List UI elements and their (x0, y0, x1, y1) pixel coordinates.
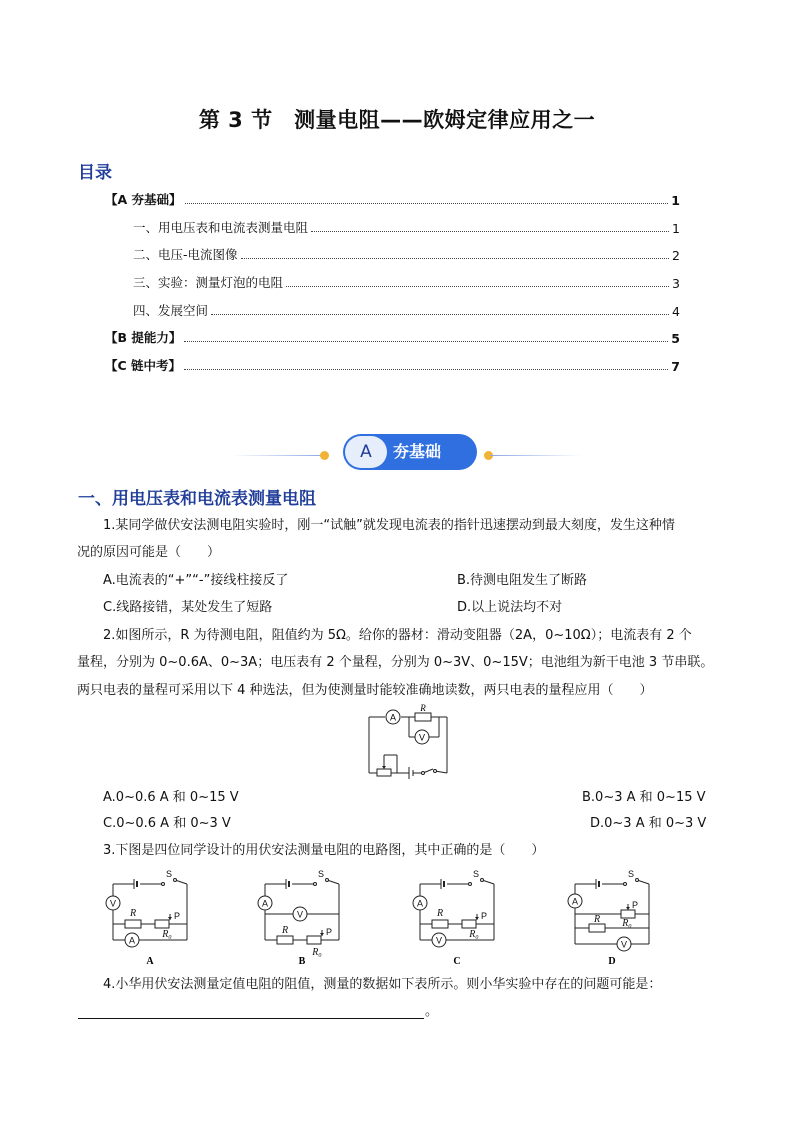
switch-label: S (165, 869, 173, 879)
q1-option-d[interactable]: D.以上说法均不对 (457, 600, 563, 615)
q1-option-a[interactable]: A.电流表的“+”“-”接线柱接反了 (103, 573, 289, 588)
slider-label: P (325, 927, 333, 937)
toc-page: 5 (671, 331, 680, 346)
toc-label: 【A 夯基础】 (105, 192, 182, 207)
rheostat-symbol (307, 936, 321, 944)
caption-c: C (453, 956, 461, 967)
toc-page: 4 (672, 304, 680, 319)
ammeter-label: A (416, 898, 424, 909)
toc-leader (286, 286, 669, 287)
voltmeter-label: V (296, 909, 304, 920)
resistor-r-symbol (415, 713, 431, 721)
q3-circuit-d[interactable] (565, 868, 660, 968)
rheostat-label: R₀ (469, 929, 479, 940)
q1-text-line2: 况的原因可能是（ ） (77, 545, 221, 560)
switch-label: S (627, 869, 635, 879)
toc-row-1[interactable] (133, 218, 680, 236)
q2-option-c[interactable]: C.0~0.6 A 和 0~3 V (103, 816, 231, 831)
toc-leader (184, 341, 668, 342)
toc-leader (184, 369, 668, 370)
toc-leader (211, 314, 669, 315)
resistor-r-symbol (277, 936, 293, 944)
toc-label: 四、发展空间 (133, 303, 209, 318)
toc-page: 7 (671, 359, 680, 374)
toc-row-a[interactable] (105, 190, 680, 208)
banner-right-line (490, 455, 582, 456)
toc-row-b[interactable] (105, 328, 680, 346)
voltmeter-label: V (435, 935, 443, 946)
q3-circuit-b[interactable] (255, 868, 350, 968)
banner-left-dot (320, 451, 329, 460)
caption-d: D (608, 956, 616, 967)
slider-label: P (173, 911, 181, 921)
resistor-r-symbol (589, 924, 605, 932)
toc-page: 1 (672, 221, 680, 236)
rheostat-label: R₀ (312, 947, 322, 958)
slider-label: P (631, 900, 639, 910)
resistor-r-symbol (125, 920, 141, 928)
ammeter-label: A (571, 896, 579, 907)
section-banner (343, 434, 477, 470)
q4-end-mark: 。 (425, 1004, 439, 1019)
rheostat-symbol (377, 769, 391, 776)
toc-page: 2 (672, 248, 680, 263)
toc-label: 一、用电压表和电流表测量电阻 (133, 220, 309, 235)
q1-option-b[interactable]: B.待测电阻发生了断路 (457, 573, 588, 588)
resistor-label: R (129, 908, 137, 919)
rheostat-label: R₀ (162, 929, 172, 940)
toc-row-2[interactable] (133, 245, 680, 263)
q3-circuit-c[interactable] (410, 868, 505, 968)
toc-page: 3 (672, 276, 680, 291)
resistor-label: R (281, 925, 289, 936)
banner-text: 夯基础 (393, 442, 442, 461)
toc-page: 1 (671, 193, 680, 208)
toc-label: 【B 提能力】 (105, 330, 182, 345)
toc-row-c[interactable] (105, 356, 680, 374)
q2-option-d[interactable]: D.0~3 A 和 0~3 V (590, 816, 707, 831)
switch-label: S (472, 869, 480, 879)
q1-text-line1: 1.某同学做伏安法测电阻实验时，刚一“试触”就发现电流表的指针迅速摆动到最大刻度，发生这种情 (103, 518, 675, 533)
toc-label: 【C 链中考】 (105, 358, 182, 373)
q1-option-c[interactable]: C.线路接错，某处发生了短路 (103, 600, 273, 615)
q2-option-a[interactable]: A.0~0.6 A 和 0~15 V (103, 790, 239, 805)
toc-label: 二、电压-电流图像 (133, 247, 238, 262)
rheostat-symbol (462, 920, 476, 928)
resistor-label: R (593, 914, 601, 925)
toc-label: 三、实验：测量灯泡的电阻 (133, 275, 284, 290)
toc-heading: 目录 (78, 163, 112, 183)
q2-option-b[interactable]: B.0~3 A 和 0~15 V (582, 790, 706, 805)
rheostat-symbol (155, 920, 169, 928)
slider-label: P (480, 911, 488, 921)
caption-b: B (298, 956, 306, 967)
switch-contact (434, 770, 437, 773)
banner-letter: A (345, 436, 387, 468)
q4-answer-blank[interactable] (78, 1018, 424, 1019)
ammeter-label: A (261, 898, 269, 909)
resistor-label: R (436, 908, 444, 919)
section-heading: 一、用电压表和电流表测量电阻 (78, 489, 316, 509)
toc-leader (185, 203, 669, 204)
resistor-r-symbol (432, 920, 448, 928)
rheostat-label: R₀ (622, 918, 632, 929)
q3-text-line1: 3.下图是四位同学设计的用伏安法测量电阻的电路图，其中正确的是（ ） (103, 843, 545, 858)
ammeter-label: A (128, 935, 136, 946)
switch-contact (422, 772, 425, 775)
toc-leader (311, 231, 669, 232)
switch-label: S (317, 869, 325, 879)
q2-circuit-diagram (363, 703, 453, 779)
q4-text-line1: 4.小华用伏安法测量定值电阻的阻值，测量的数据如下表所示。则小华实验中存在的问题可能是： (103, 977, 662, 992)
voltmeter-label: V (109, 898, 117, 909)
ammeter-label: A (389, 712, 397, 723)
caption-a: A (146, 956, 154, 967)
q3-circuit-a[interactable] (103, 868, 198, 968)
toc-row-4[interactable] (133, 301, 680, 319)
q2-text-line2: 量程，分别为 0~0.6A、0~3A；电压表有 2 个量程，分别为 0~3V、0~15V；电池组为新干电池 3 节串联。 (77, 655, 714, 670)
rheostat-symbol (621, 910, 635, 918)
q2-text-line3: 两只电表的量程可采用以下 4 种选法，但为使测量时能较准确地读数，两只电表的量程应用（ ） (77, 683, 653, 698)
page-title: 第 3 节 测量电阻——欧姆定律应用之一 (198, 108, 596, 132)
voltmeter-label: V (620, 939, 628, 950)
banner-left-line (232, 455, 324, 456)
voltmeter-label: V (418, 732, 426, 743)
resistor-label: R (420, 703, 426, 713)
q2-text-line1: 2.如图所示，R 为待测电阻，阻值约为 5Ω。给你的器材：滑动变阻器（2A，0~10Ω）；电流表有 2 个 (103, 628, 692, 643)
toc-leader (241, 258, 670, 259)
toc-row-3[interactable] (133, 273, 680, 291)
